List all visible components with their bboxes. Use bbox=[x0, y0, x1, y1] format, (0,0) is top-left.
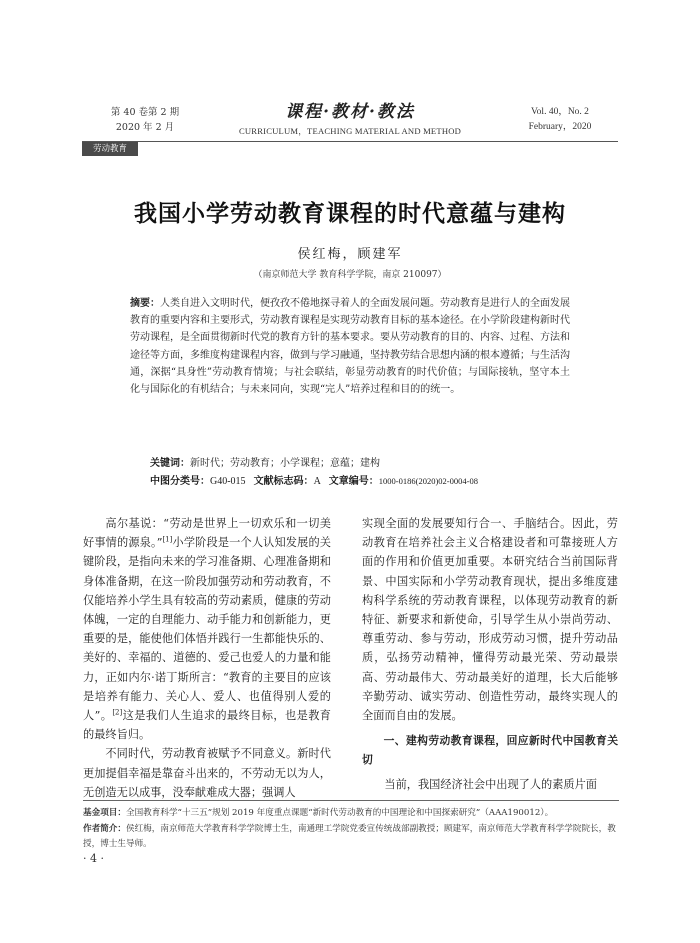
footnotes bbox=[83, 806, 619, 853]
page-number: · 4 · bbox=[83, 852, 104, 865]
issue-date-cn: 2020 年 2 月 bbox=[115, 122, 175, 133]
paragraph: 实现全面的发展要知行合一、手脑结合。因此，劳动教育在培养社会主义合格建设者和可靠接班人方面的作用和价值更加重要。本研究结合当前国际背景、中国实际和小学劳动教育现状，提出多维度建构科学系统的劳动教育课程，以体现劳动教育的新特征、新要求和新使命，引导学生从小崇尚劳动、尊重劳动、参与劳动，形成劳动习惯，提升劳动品质，弘扬劳动精神，懂得劳动最光荣、劳动最崇高、劳动最伟大、劳动最美好的道理，长大后能够辛勤劳动、诚实劳动、创造性劳动，最终实现人的全面而自由的发展。 bbox=[362, 517, 618, 723]
issue-date-en: February，2020 bbox=[528, 122, 592, 132]
abstract-label: 摘要： bbox=[130, 298, 160, 309]
paragraph: 不同时代，劳动教育被赋予不同意义。新时代更加提倡幸福是靠奋斗出来的，不劳动无以为人，无创造无以成事，没奉献难成大器；强调人 bbox=[83, 747, 331, 799]
abstract-text: 人类自进入文明时代，便孜孜不倦地探寻着人的全面发展问题。劳动教育是进行人的全面发展教育的重要内容和主要形式，劳动教育课程是实现劳动教育目标的基本途径。在小学阶段建构新时代劳动课程，是全面贯彻新时代党的教育方针的基本要求。要从劳动教育的目的、内容、过程、方法和途径等方面，多维度构建课程内容，做到与学习融通，坚持教劳结合思想内涵的根本遵循；与生活沟通，深据“具身性”劳动教育情境；与社会联结，彰显劳动教育的时代价值；与国际接轨，坚守本土化与国际化的有机结合；与未来同向，实现“完人”培养过程和目的的统一。 bbox=[130, 298, 570, 396]
header-divider bbox=[82, 141, 618, 142]
article-no-value: 1000-0186(2020)02-0004-08 bbox=[378, 476, 478, 486]
keywords-text: 新时代；劳动教育；小学课程；意蕴；建构 bbox=[190, 458, 380, 469]
article-authors: 侯红梅，顾建军 bbox=[297, 247, 403, 262]
issue-volume-cn: 第 40 卷第 2 期 bbox=[110, 107, 180, 118]
author-bio-text: 侯红梅，南京师范大学教育科学学院博士生，南通理工学院党委宣传统战部副教授；顾建军，南京师范大学教育科学学院院长，教授，博士生导师。 bbox=[83, 823, 616, 849]
body-column-right bbox=[362, 514, 618, 794]
paragraph bbox=[83, 514, 331, 744]
section-heading: 一、建构劳动教育课程，回应新时代中国教育关切 bbox=[362, 734, 618, 767]
journal-title-en: CURRICULUM，TEACHING MATERIAL AND METHOD bbox=[238, 126, 462, 136]
journal-title-cn: 课程·教材·教法 bbox=[285, 102, 415, 122]
keywords-label: 关键词： bbox=[150, 458, 190, 469]
author-bio-note bbox=[83, 822, 619, 853]
author-affiliation: （南京师范大学 教育科学学院，南京 210097） bbox=[253, 270, 447, 280]
funding-text: 全国教育科学“十三五”规划 2019 年度重点课题“新时代劳动教育的中国理论和中国探索研究”（AAA190012）。 bbox=[125, 808, 554, 818]
paragraph-text: 小学阶段是一个人认知发展的关键阶段，是指向未来的学习准备期、心理准备期和身体准备期，在这一阶段加强劳动和劳动教育，不仅能培养小学生具有较高的劳动素质，健康的劳动体魄，一定的自理能力、动手能力和创新能力，更重要的是，能使他们体悟并践行一生都能快乐的、美好的、幸福的、道德的、爱己也爱人的力量和能力，正如内尔·诺丁斯所言：“教育的主要目的应该是培养有能力、关心人、爱人、也值得别人爱的人”。 bbox=[83, 536, 331, 723]
doc-code-label: 文献标志码： bbox=[253, 476, 314, 487]
section-tag: 劳动教育 bbox=[82, 142, 138, 156]
article-no-label: 文章编号： bbox=[328, 476, 379, 487]
abstract bbox=[130, 295, 570, 398]
journal-masthead bbox=[200, 97, 500, 137]
clc-value: G40-015 bbox=[210, 476, 246, 487]
issue-info-en bbox=[510, 105, 610, 135]
author-bio-label: 作者简介： bbox=[83, 823, 126, 834]
paragraph-text: 这是我们人生追求的最终目标，也是教育的最终旨归。 bbox=[83, 709, 331, 742]
citation-ref[interactable]: [1] bbox=[162, 535, 173, 544]
funding-label: 基金项目： bbox=[83, 808, 126, 818]
issue-volume-en: Vol. 40，No. 2 bbox=[531, 107, 589, 117]
issue-info bbox=[100, 105, 190, 135]
classification-codes bbox=[150, 473, 590, 490]
keywords bbox=[150, 456, 570, 472]
citation-ref[interactable]: [2] bbox=[112, 708, 123, 717]
body-column-left bbox=[83, 514, 331, 802]
funding-note bbox=[83, 806, 619, 822]
paragraph: 当前，我国经济社会中出现了人的素质片面 bbox=[384, 778, 597, 792]
doc-code-value: A bbox=[313, 476, 321, 487]
article-title: 我国小学劳动教育课程的时代意蕴与建构 bbox=[134, 201, 566, 227]
footnote-divider bbox=[83, 800, 619, 801]
clc-label: 中图分类号： bbox=[150, 476, 210, 487]
paragraph-text: 高尔基说：“劳动是世界上一切欢乐和一切美好事情的源泉。” bbox=[83, 517, 331, 550]
